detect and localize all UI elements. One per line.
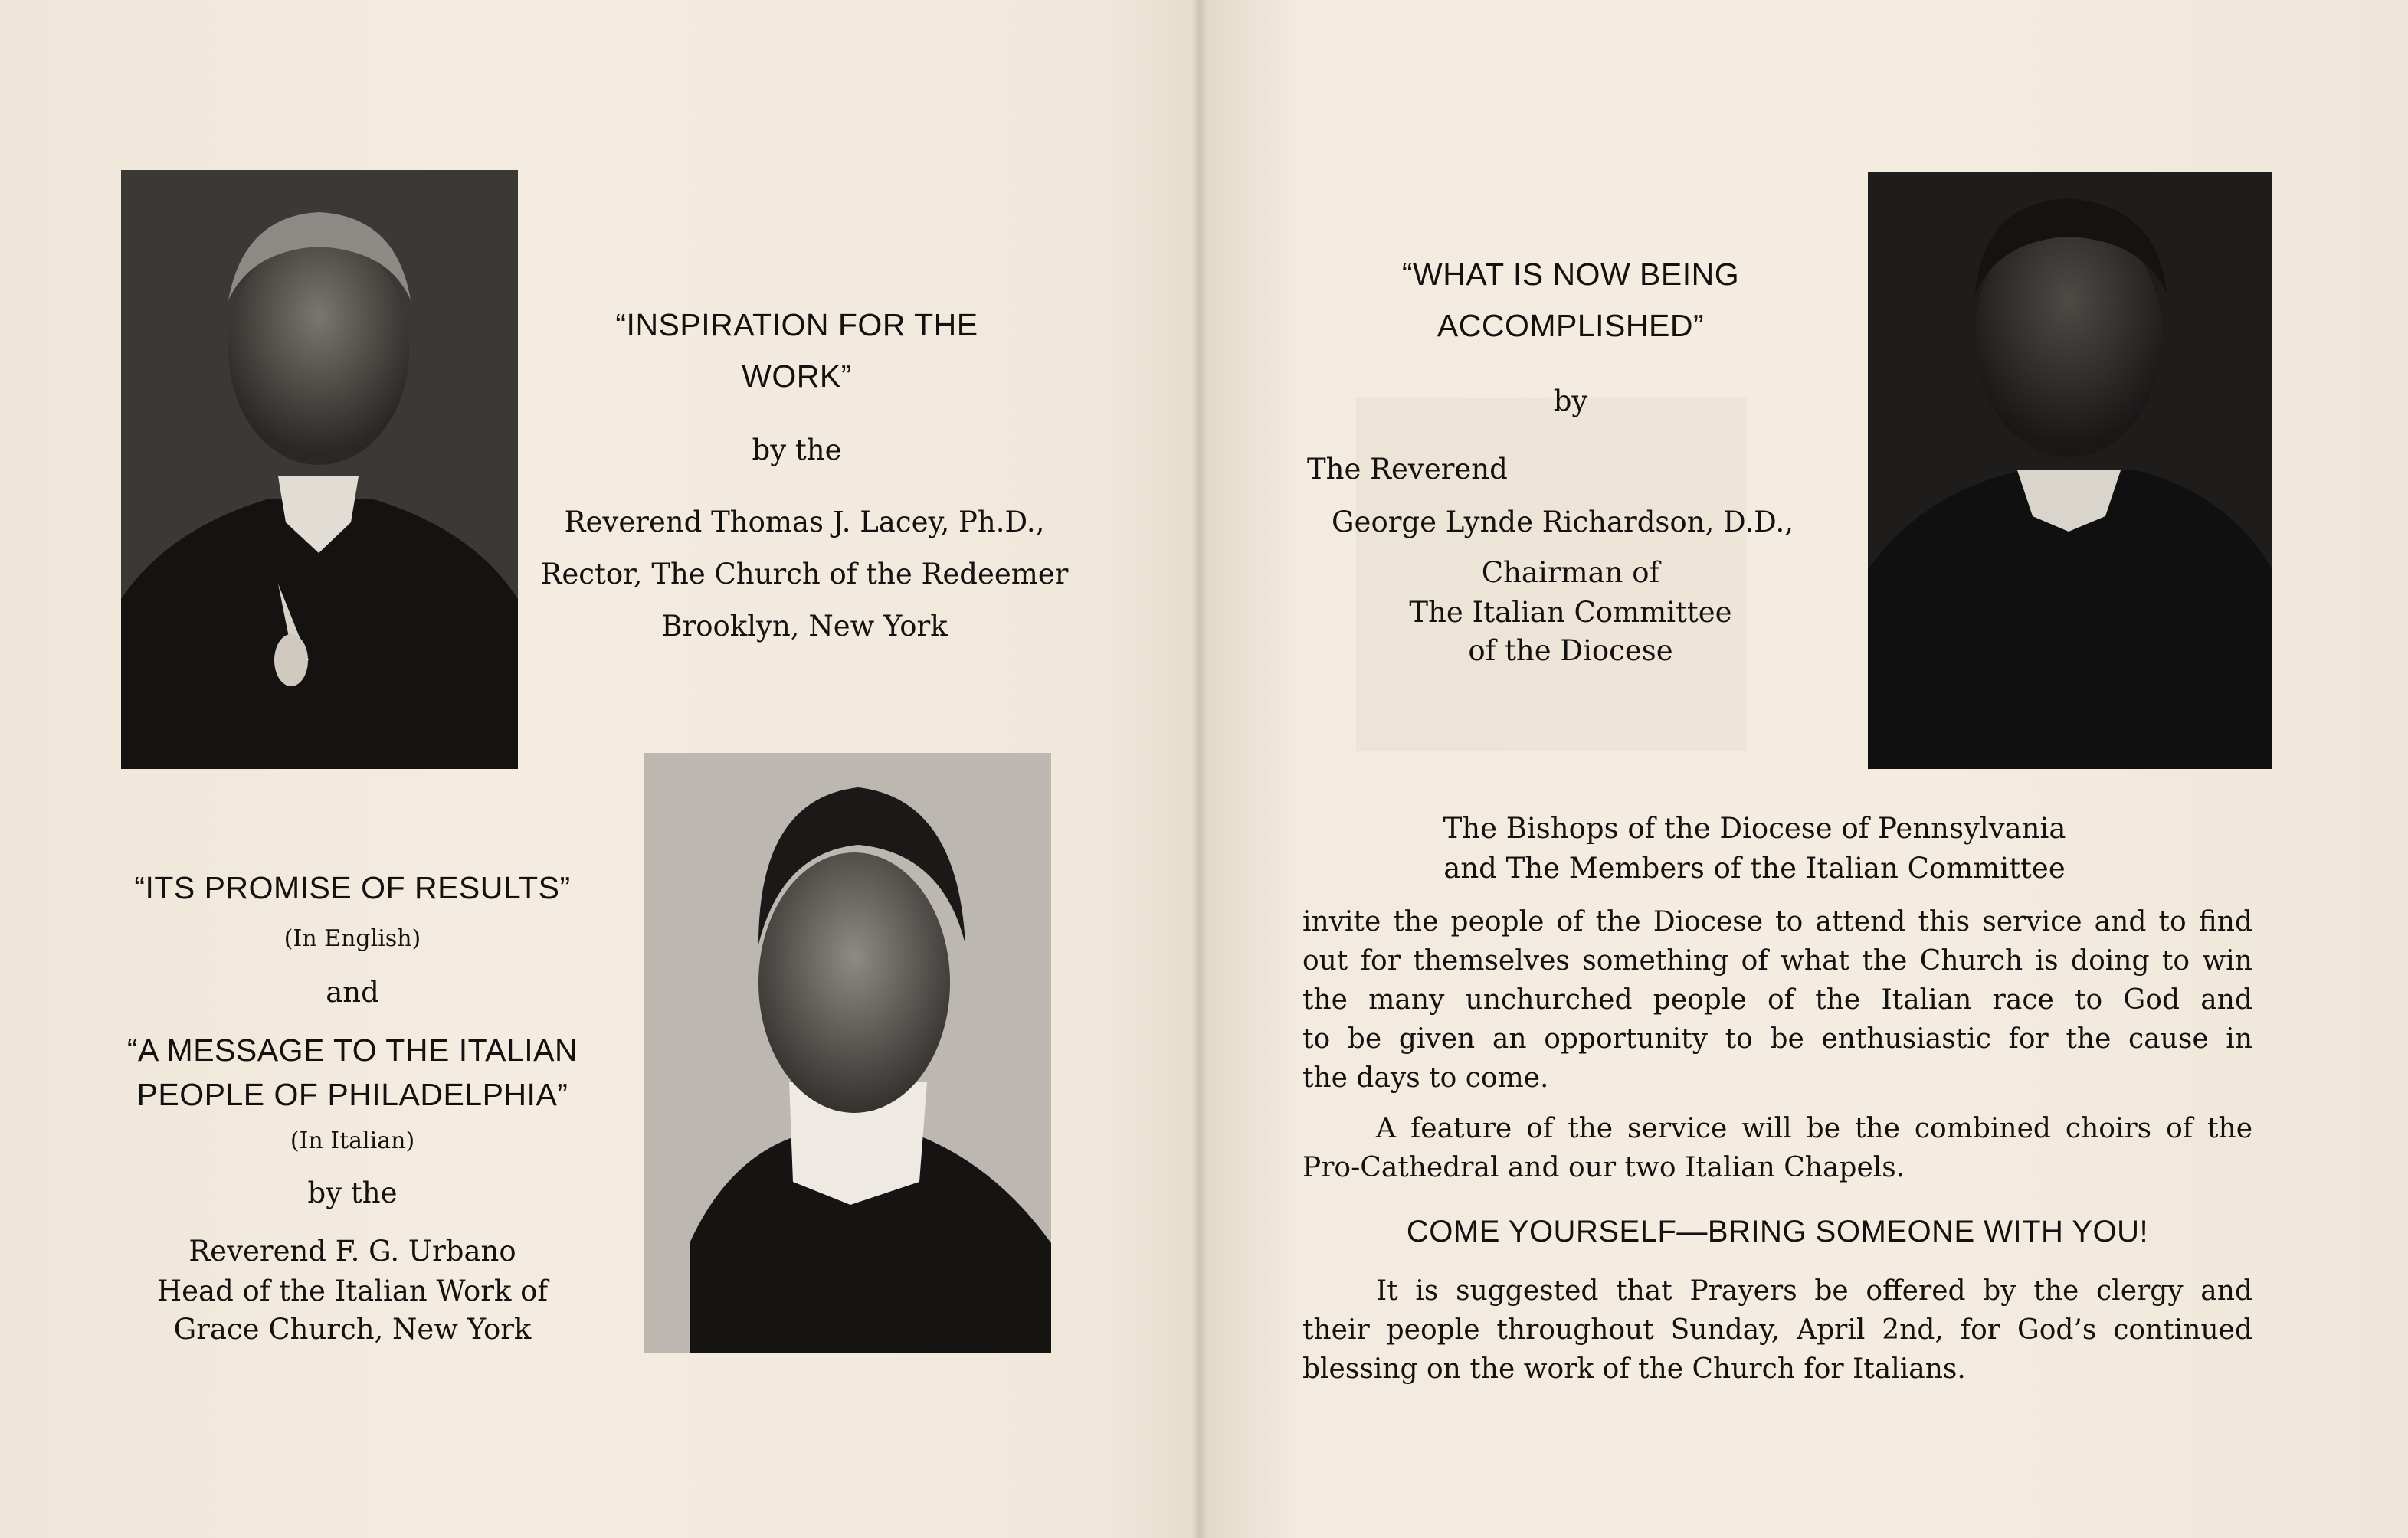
richardson-role-line3: of the Diocese — [1468, 634, 1673, 667]
urbano-talk-title2-line1: “A MESSAGE TO THE ITALIAN — [126, 1032, 578, 1068]
invitation-heading-line2: and The Members of the Italian Committee — [1443, 852, 2066, 885]
urbano-and: and — [326, 976, 379, 1009]
urbano-portrait-photo — [644, 753, 1051, 1353]
urbano-name: Reverend F. G. Urbano — [188, 1235, 516, 1268]
richardson-by-line: by — [1553, 384, 1588, 417]
choirs-paragraph — [1302, 1109, 2252, 1187]
invitation-line: to be given an opportunity to be enthusiastic for the cause in — [1302, 1023, 2252, 1055]
lacey-talk-title-line2: WORK” — [742, 358, 852, 394]
richardson-name: George Lynde Richardson, D.D., — [1332, 506, 1794, 538]
invitation-heading-line1: The Bishops of the Diocese of Pennsylvania — [1443, 812, 2066, 845]
prayers-line: their people throughout Sunday, April 2nd, for God’s continued — [1302, 1314, 2252, 1346]
invitation-line: the many unchurched people of the Italian race to God and — [1302, 984, 2252, 1016]
choirs-line: A feature of the service will be the combined choirs of the — [1376, 1113, 2252, 1144]
prayers-paragraph — [1302, 1271, 2252, 1389]
urbano-language-italian: (In Italian) — [290, 1127, 415, 1154]
lacey-portrait-photo — [121, 170, 518, 769]
richardson-honorific: The Reverend — [1307, 453, 1508, 486]
urbano-position-line2: Grace Church, New York — [173, 1313, 532, 1346]
come-yourself-callout: COME YOURSELF—BRING SOMEONE WITH YOU! — [1406, 1215, 2149, 1248]
urbano-language-english: (In English) — [283, 925, 421, 952]
choirs-line: Pro-Cathedral and our two Italian Chapels. — [1302, 1152, 1905, 1183]
urbano-talk-title2-line2: PEOPLE OF PHILADELPHIA” — [136, 1077, 568, 1112]
invitation-line: out for themselves something of what the Church is doing to win — [1302, 945, 2252, 977]
urbano-talk-title1: “ITS PROMISE OF RESULTS” — [134, 870, 571, 905]
richardson-portrait-photo — [1868, 172, 2272, 769]
lacey-position: Rector, The Church of the Redeemer — [540, 558, 1069, 591]
richardson-talk-title-line1: “WHAT IS NOW BEING — [1401, 257, 1740, 292]
urbano-position-line1: Head of the Italian Work of — [156, 1275, 549, 1307]
richardson-role-line1: Chairman of — [1481, 556, 1660, 589]
lacey-by-line: by the — [752, 434, 842, 466]
prayers-line: blessing on the work of the Church for Italians. — [1302, 1353, 1966, 1385]
prayers-line: It is suggested that Prayers be offered by the clergy and — [1376, 1275, 2252, 1307]
invitation-line: the days to come. — [1302, 1062, 1549, 1094]
invitation-paragraph — [1302, 902, 2252, 1098]
invitation-line: invite the people of the Diocese to attend this service and to find — [1302, 906, 2252, 938]
richardson-talk-title-line2: ACCOMPLISHED” — [1437, 308, 1705, 343]
urbano-by-line: by the — [307, 1176, 398, 1209]
center-fold — [1192, 0, 1207, 1538]
lacey-location: Brooklyn, New York — [661, 610, 948, 643]
richardson-role-line2: The Italian Committee — [1409, 596, 1732, 629]
lacey-talk-title-line1: “INSPIRATION FOR THE — [615, 307, 978, 342]
lacey-name: Reverend Thomas J. Lacey, Ph.D., — [564, 506, 1045, 538]
